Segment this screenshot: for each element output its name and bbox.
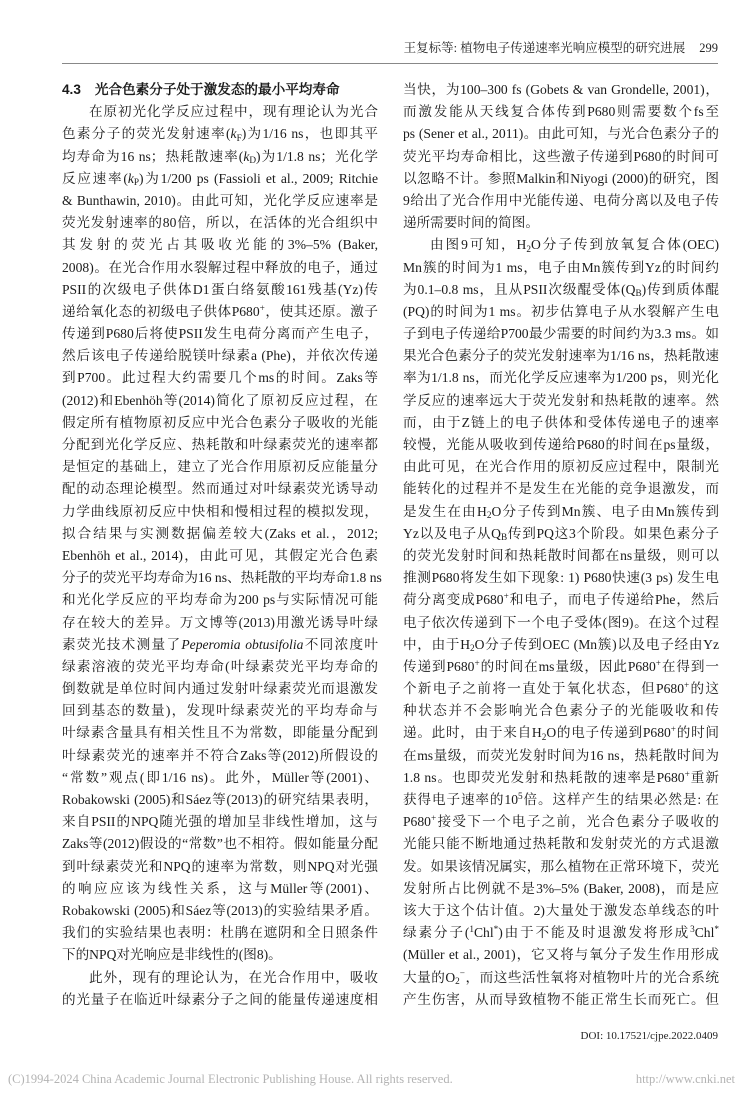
text-line bbox=[62, 900, 378, 922]
text-line bbox=[62, 279, 378, 301]
text-line bbox=[62, 456, 378, 478]
text-line bbox=[62, 678, 378, 700]
text-line bbox=[403, 567, 719, 589]
text-segment: 传递到P680后将使PSII发生电荷分离而产生电子， bbox=[62, 326, 378, 342]
italic-text: k bbox=[127, 170, 134, 186]
text-segment: 的这 bbox=[689, 681, 720, 697]
text-segment: 获得电子速率的10 bbox=[403, 792, 518, 807]
text-segment: 发射所占比例就不是3%–5% (Baker, 2008)，而是应 bbox=[403, 880, 719, 896]
text-line bbox=[62, 412, 378, 434]
text-line bbox=[62, 345, 378, 367]
text-segment: 不同浓度叶 bbox=[303, 636, 379, 652]
subscript: B bbox=[501, 532, 508, 543]
superscript: + bbox=[430, 813, 437, 824]
superscript: + bbox=[259, 302, 265, 313]
subscript: 2 bbox=[486, 510, 492, 521]
text-segment: 是恒定的基础上，建立了光合作用原初反应能量分 bbox=[62, 459, 378, 475]
text-segment: 倒数就是单位时间内通过发射叶绿素荧光而退激发 bbox=[62, 681, 378, 697]
text-segment: 发。如果该情况属实，那么植物在正常环境下，荧光 bbox=[403, 858, 719, 874]
text-line bbox=[62, 146, 378, 168]
text-segment: 学反应的速率远大于荧光发射和热耗散的速率。然 bbox=[403, 392, 719, 408]
text-segment: 然后该电子传递给脱镁叶绿素a (Phe)，并依次传递 bbox=[62, 348, 378, 364]
running-header bbox=[404, 39, 718, 57]
text-segment: 此外，现有的理论认为，在光合作用中，吸收 bbox=[89, 969, 378, 985]
text-line bbox=[403, 390, 719, 412]
text-line bbox=[62, 767, 378, 789]
text-line bbox=[62, 390, 378, 412]
text-segment: 由图9可知，H bbox=[430, 237, 527, 253]
header-rule bbox=[62, 63, 718, 64]
running-title: 王复标等: 植物电子传递速率光响应模型的研究进展 bbox=[403, 41, 686, 55]
superscript: + bbox=[670, 724, 677, 735]
text-line bbox=[62, 367, 378, 389]
superscript: 1 bbox=[469, 924, 474, 935]
text-line bbox=[62, 878, 378, 900]
text-segment: 存在较大的差异。万文博等(2013)用激光诱导叶绿 bbox=[62, 614, 378, 630]
text-line bbox=[62, 567, 382, 589]
text-segment: 大量的O bbox=[403, 969, 456, 985]
text-line bbox=[403, 922, 719, 944]
text-segment: 荧光平均寿命相比，这些激子传递到P680的时间可 bbox=[403, 148, 719, 164]
text-line bbox=[62, 612, 378, 634]
text-line bbox=[62, 234, 378, 256]
text-line bbox=[403, 345, 719, 367]
text-line bbox=[62, 523, 378, 545]
text-segment: 和电子，而电子传递给Phe，然后 bbox=[508, 592, 719, 608]
text-segment: 分子的荧光平均寿命为16 ns、热耗散的平均寿命1.8 ns bbox=[62, 570, 382, 586]
text-segment: P680 bbox=[403, 814, 431, 830]
text-line bbox=[403, 434, 719, 456]
text-segment: 递。此时，由于来自H bbox=[403, 725, 542, 741]
text-line bbox=[403, 634, 719, 656]
copyright-bar bbox=[8, 1070, 735, 1088]
text-line bbox=[62, 101, 378, 123]
text-segment: 种状态并不会影响光合色素分子的光能吸收和传 bbox=[403, 703, 719, 719]
text-segment: 到叶绿素荧光和NPQ的速率为常数，则NPQ对光强 bbox=[62, 858, 378, 874]
text-line bbox=[62, 434, 378, 456]
text-segment: O分子传到Mn簇、电子由Mn簇传到 bbox=[491, 503, 719, 519]
text-segment: 绿素分子( bbox=[403, 925, 470, 941]
text-segment: O分子传到OEC (Mn簇)以及电子经由Yz bbox=[474, 636, 719, 652]
text-segment: )为1/200 ps (Fassioli et al., 2009; Ritchie bbox=[139, 170, 378, 186]
text-segment: 分配到光化学反应、热耗散和叶绿素荧光的速率都 bbox=[62, 437, 378, 452]
text-line bbox=[62, 257, 378, 279]
text-segment: PSII的次级电子供体D1蛋白络氨酸161残基(Yz)传 bbox=[62, 281, 378, 297]
text-line bbox=[62, 656, 378, 678]
subscript: B bbox=[635, 288, 642, 299]
text-segment: 的荧光发射时间和热耗散时间都在ns量级，则可以 bbox=[403, 547, 719, 563]
text-segment: 力学曲线原初反应中快相和慢相过程的模拟发现， bbox=[62, 503, 378, 519]
text-segment: 果光合色素分子的荧光发射速率为1/16 ns，热耗散速 bbox=[403, 348, 719, 364]
text-segment: 其发射的荧光占其吸收光能的3%–5% (Baker, bbox=[62, 237, 378, 253]
text-line bbox=[403, 989, 719, 1011]
text-segment: 产生伤害，从而导致植物不能正常生长而死亡。但 bbox=[403, 991, 719, 1007]
text-segment: 的时间在ms量级，因此P680 bbox=[479, 658, 656, 674]
text-line bbox=[62, 922, 378, 944]
text-line bbox=[403, 234, 719, 256]
text-segment: Robakowski (2005)和Sáez等(2013)的研究结果表明， bbox=[62, 792, 378, 807]
text-line bbox=[403, 101, 719, 123]
text-segment: 荧光发射速率的80倍，所以，在活体的光合组织中 bbox=[62, 215, 378, 231]
superscript: + bbox=[684, 768, 690, 779]
text-segment: 而激发能从天线复合体传到P680则需要数个fs至 bbox=[403, 104, 719, 120]
text-segment: O的电子传递到P680 bbox=[546, 725, 671, 741]
text-line bbox=[62, 545, 378, 567]
text-segment: 该大于这个估计值。2)大量处于激发态单线态的叶 bbox=[403, 902, 719, 918]
text-line bbox=[62, 589, 378, 611]
cnki-link[interactable]: http://www.cnki.net bbox=[635, 1072, 735, 1086]
text-segment: 传到PQ这3个阶段。如果色素分子 bbox=[507, 525, 719, 541]
text-segment: 到P700。此过程大约需要几个ms的时间。Zaks等 bbox=[62, 370, 378, 386]
text-segment: ps (Sener et al., 2011)。由此可知，与光合色素分子的 bbox=[403, 126, 719, 142]
text-line bbox=[403, 656, 719, 678]
subscript: F bbox=[236, 132, 242, 143]
text-line bbox=[403, 478, 719, 500]
text-segment: 子到电子传递给P700最少需要的时间约为3.3 ms。如 bbox=[403, 326, 719, 342]
subscript: P bbox=[133, 177, 140, 188]
text-line bbox=[403, 301, 719, 323]
subscript: 2 bbox=[541, 732, 547, 743]
text-segment: Chl bbox=[473, 925, 494, 941]
text-segment: & Bunthawin, 2010)。由此可知，光化学反应速率是 bbox=[62, 192, 378, 208]
text-segment: 率为1/1.8 ns，而光化学反应速率为1/200 ps，则光化 bbox=[403, 370, 719, 386]
text-line bbox=[403, 212, 719, 234]
text-line bbox=[62, 989, 378, 1011]
text-segment: 绿素溶液的荧光平均寿命(叶绿素荧光平均寿命的 bbox=[62, 658, 378, 674]
text-line bbox=[403, 833, 719, 855]
text-segment: 重新 bbox=[689, 769, 719, 785]
text-segment: 递所需要时间的简图。 bbox=[403, 215, 539, 231]
text-segment: Chl bbox=[694, 925, 715, 941]
text-segment: 接受下一个电子之前，光合色素分子吸收的 bbox=[436, 814, 719, 830]
superscript: + bbox=[503, 591, 509, 602]
text-segment: 来自PSII的NPQ随光强的增加呈非线性增加，这与 bbox=[62, 814, 378, 830]
text-segment: 均寿命为16 ns；热耗散速率( bbox=[62, 148, 244, 164]
text-line bbox=[403, 722, 719, 744]
superscript: 5 bbox=[518, 790, 523, 801]
text-segment: ，使其还原。激子 bbox=[264, 303, 379, 319]
text-line bbox=[403, 545, 719, 567]
text-line bbox=[62, 634, 378, 656]
text-segment: 叶绿素含量具有相关性且不为常数，即能量分配到 bbox=[62, 725, 378, 741]
text-line bbox=[403, 589, 719, 611]
text-line bbox=[62, 212, 378, 234]
text-segment: 个新电子之前将一直处于氧化状态，但P680 bbox=[403, 681, 685, 697]
text-line bbox=[403, 323, 719, 345]
superscript: * bbox=[714, 924, 719, 935]
text-segment: 能转化的过程并不是发生在光能的竞争退激发，而 bbox=[403, 481, 719, 497]
superscript: 3 bbox=[690, 924, 695, 935]
superscript: + bbox=[474, 657, 480, 668]
text-line bbox=[403, 900, 719, 922]
text-segment: 9给出了光合作用中光能传递、电荷分离以及电子传 bbox=[403, 192, 719, 208]
subscript: D bbox=[249, 155, 257, 166]
text-line bbox=[62, 478, 378, 500]
text-line bbox=[403, 856, 719, 878]
section-title: 光合色素分子处于激发态的最小平均寿命 bbox=[94, 82, 340, 97]
text-line bbox=[62, 301, 378, 323]
text-line bbox=[62, 745, 378, 767]
text-segment: 的响应应该为线性关系，这与Müller等(2001)、 bbox=[62, 880, 378, 896]
italic-text: k bbox=[230, 126, 237, 142]
text-line bbox=[403, 367, 719, 389]
section-heading bbox=[62, 79, 378, 101]
text-line bbox=[62, 501, 378, 523]
text-segment: 在得到一 bbox=[661, 658, 719, 674]
text-segment: 我们的实验结果也表明：杜鹃在遮阴和全日照条件 bbox=[62, 925, 378, 941]
text-line bbox=[62, 944, 378, 966]
text-line bbox=[403, 944, 719, 966]
text-line bbox=[62, 168, 378, 190]
text-line bbox=[403, 412, 719, 434]
text-segment: 1.8 ns。也即荧光发射和热耗散的速率是P680 bbox=[403, 769, 685, 785]
text-segment: 而，由于Z链上的电子供体和受体传递电子的速率 bbox=[403, 414, 719, 430]
text-segment: )由于不能及时退激发将形成 bbox=[498, 925, 691, 941]
text-line bbox=[62, 123, 378, 145]
text-line bbox=[403, 168, 719, 190]
text-segment: (2012)和Ebenhöh等(2014)简化了原初反应过程，在 bbox=[62, 392, 378, 408]
text-segment: 传递到P680 bbox=[403, 658, 475, 674]
text-segment: 假定所有植物原初反应中光合色素分子吸收的光能 bbox=[62, 414, 378, 430]
subscript: 2 bbox=[455, 976, 460, 987]
text-segment: 在ms量级，而荧光发射时间为16 ns，热耗散时间为 bbox=[403, 747, 719, 763]
text-segment: 是发生在由H bbox=[403, 503, 487, 519]
text-line bbox=[403, 767, 719, 789]
text-line bbox=[403, 678, 719, 700]
text-segment: 素荧光技术测量了 bbox=[62, 636, 182, 652]
text-line bbox=[403, 501, 719, 523]
text-line bbox=[403, 79, 719, 101]
text-line bbox=[403, 146, 719, 168]
text-segment: O分子传到放氧复合体(OEC) bbox=[530, 237, 719, 253]
text-segment: 叶绿素荧光的速率并不符合Zaks等(2012)所假设的 bbox=[62, 747, 378, 763]
text-line bbox=[62, 722, 378, 744]
section-number: 4.3 bbox=[62, 82, 81, 97]
text-line bbox=[403, 456, 719, 478]
text-line bbox=[62, 700, 378, 722]
text-segment: 光能只能不断地通过热耗散和发射荧光的方式退激 bbox=[403, 836, 719, 852]
text-segment: (Müller et al., 2001)，它又将与氧分子发生作用形成 bbox=[403, 947, 719, 963]
text-line bbox=[62, 190, 378, 212]
text-segment: Zaks等(2012)假设的“常数”也不相符。假如能量分配 bbox=[62, 836, 378, 852]
text-line bbox=[62, 856, 378, 878]
text-line bbox=[62, 323, 378, 345]
subscript: 2 bbox=[526, 243, 531, 254]
text-line bbox=[62, 967, 378, 989]
subscript: 2 bbox=[470, 643, 475, 654]
superscript: + bbox=[655, 657, 661, 668]
text-segment: “常数”观点(即1/16 ns)。此外，Müller等(2001)、 bbox=[62, 769, 378, 785]
text-segment: )为1/16 ns，也即其平 bbox=[241, 126, 378, 142]
text-line bbox=[62, 789, 378, 811]
text-line bbox=[403, 878, 719, 900]
text-segment: 为0.1–0.8 ms，且从PSII次级醌受体(Q bbox=[403, 281, 636, 297]
superscript: − bbox=[459, 968, 465, 979]
text-segment: 在原初光化学反应过程中，现有理论认为光合 bbox=[89, 104, 378, 120]
text-line bbox=[403, 789, 719, 811]
text-line bbox=[403, 612, 719, 634]
italic-text: Peperomia obtusifolia bbox=[181, 636, 304, 652]
text-segment: 的时间 bbox=[676, 725, 719, 741]
text-line bbox=[403, 967, 719, 989]
text-line bbox=[403, 523, 719, 545]
text-segment: 荷分离变成P680 bbox=[403, 592, 504, 608]
left-column bbox=[62, 79, 382, 1011]
text-segment: Mn簇的时间为1 ms，电子由Mn簇传到Yz的时间约 bbox=[403, 259, 719, 275]
text-segment: 中，由于H bbox=[403, 636, 471, 652]
text-line bbox=[403, 257, 719, 279]
text-segment: Ebenhöh et al., 2014)，由此可见，其假定光合色素 bbox=[62, 547, 378, 563]
text-line bbox=[403, 745, 719, 767]
text-segment: 以忽略不计。参照Malkin和Niyogi (2000)的研究，图 bbox=[403, 170, 719, 186]
text-line bbox=[403, 811, 719, 833]
copyright-notice: (C)1994-2024 China Academic Journal Electronic Publishing House. All rights reserved. bbox=[8, 1072, 453, 1086]
text-segment: 的光量子在临近叶绿素分子之间的能量传递速度相 bbox=[62, 991, 378, 1007]
text-line bbox=[62, 811, 378, 833]
text-line bbox=[403, 279, 719, 301]
text-segment: 电子依次传递到下一个电子受体(图9)。在这个过程 bbox=[403, 614, 719, 630]
text-segment: 2008)。在光合作用水裂解过程中释放的电子，通过 bbox=[62, 259, 378, 275]
text-segment: 推测P680将发生如下现象: 1) P680快速(3 ps) 发生电 bbox=[403, 570, 719, 586]
right-column bbox=[403, 79, 719, 1011]
doi: DOI: 10.17521/cjpe.2022.0409 bbox=[580, 1030, 718, 1042]
text-segment: 拟合结果与实测数据偏差较大(Zaks et al.，2012; bbox=[62, 525, 378, 541]
text-segment: Robakowski (2005)和Sáez等(2013)的实验结果矛盾。 bbox=[62, 902, 378, 918]
text-segment: )为1/1.8 ns；光化学 bbox=[256, 148, 378, 164]
text-segment: ，而这些活性氧将对植物叶片的光合系统 bbox=[465, 969, 719, 985]
text-segment: 倍。这样产生的结果必然是: 在 bbox=[522, 792, 719, 807]
superscript: + bbox=[684, 679, 690, 690]
text-segment: 反应速率( bbox=[62, 170, 128, 186]
text-segment: Yz以及电子从Q bbox=[403, 525, 502, 541]
text-segment: 和光化学反应的平均寿命为200 ps与实际情况可能 bbox=[62, 592, 378, 608]
text-line bbox=[403, 190, 719, 212]
text-segment: 配的动态理论模型。然而通过对叶绿素荧光诱导动 bbox=[62, 481, 378, 497]
text-segment: 由此可见，在光合作用的原初反应过程中，限制光 bbox=[403, 459, 719, 475]
text-segment: (PQ)的时间为1 ms。初步估算电子从水裂解产生电 bbox=[403, 303, 719, 319]
text-line bbox=[62, 833, 378, 855]
italic-text: k bbox=[243, 148, 250, 164]
text-segment: 下的NPQ对光响应是非线性的(图8)。 bbox=[62, 947, 282, 963]
text-line bbox=[403, 123, 719, 145]
text-segment: )传到质体醌 bbox=[641, 281, 719, 297]
page-number: 299 bbox=[699, 41, 718, 55]
text-segment: 较慢，光能从吸收到传递给P680的时间在ps量级， bbox=[403, 437, 719, 452]
text-segment: 色素分子的荧光发射速率( bbox=[62, 126, 231, 142]
text-segment: 递给氧化态的初级电子供体P680 bbox=[62, 303, 260, 319]
text-segment: 当快，为100–300 fs (Gobets & van Grondelle, 2001)， bbox=[403, 82, 719, 97]
text-line bbox=[403, 700, 719, 722]
text-segment: 回到基态的数量)，发现叶绿素荧光的平均寿命与 bbox=[62, 703, 378, 719]
superscript: * bbox=[493, 924, 499, 935]
